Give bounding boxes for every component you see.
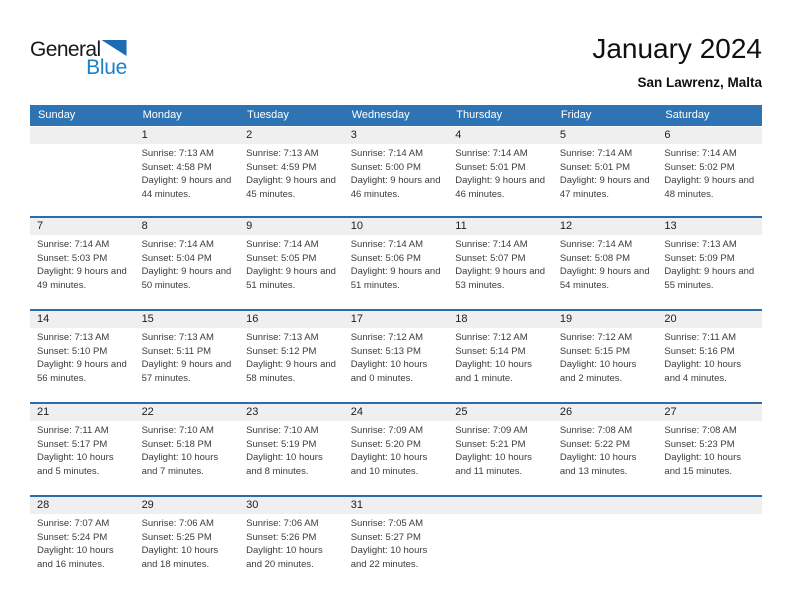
weekday-header-sunday: Sunday xyxy=(38,109,76,121)
sunset-text: Sunset: 5:12 PM xyxy=(246,345,317,357)
week-row xyxy=(30,495,762,588)
day-number xyxy=(448,497,553,514)
day-cell-29 xyxy=(135,497,240,588)
daylight-text: Daylight: 10 hours and 10 minutes. xyxy=(350,452,428,477)
day-cell-13 xyxy=(657,218,762,309)
daylight-text: Daylight: 9 hours and 58 minutes. xyxy=(246,359,336,384)
day-details xyxy=(448,144,553,201)
sunset-text: Sunset: 5:10 PM xyxy=(37,345,108,357)
day-number: 30 xyxy=(239,497,344,514)
sunrise-text: Sunrise: 7:13 AM xyxy=(246,148,319,159)
day-number: 16 xyxy=(239,311,344,328)
day-details xyxy=(135,235,240,292)
sunset-text: Sunset: 5:01 PM xyxy=(455,161,526,173)
calendar-weeks xyxy=(30,127,762,588)
sunset-text: Sunset: 5:19 PM xyxy=(246,438,317,450)
sunset-text: Sunset: 5:07 PM xyxy=(455,252,526,264)
sunrise-text: Sunrise: 7:14 AM xyxy=(246,239,319,250)
weekday-header-saturday: Saturday xyxy=(665,109,710,121)
daylight-text: Daylight: 9 hours and 56 minutes. xyxy=(37,359,127,384)
daylight-text: Daylight: 10 hours and 5 minutes. xyxy=(37,452,114,477)
day-number: 10 xyxy=(344,218,449,235)
week-row xyxy=(30,309,762,402)
day-number: 15 xyxy=(135,311,240,328)
day-details xyxy=(344,514,449,571)
sunrise-text: Sunrise: 7:14 AM xyxy=(559,239,633,250)
day-number: 21 xyxy=(30,404,135,421)
general-blue-logo xyxy=(30,39,128,78)
sunset-text: Sunset: 5:02 PM xyxy=(664,161,735,173)
day-number: 5 xyxy=(553,127,658,144)
day-details xyxy=(448,514,553,517)
day-cell-11 xyxy=(448,218,553,309)
day-cell-16 xyxy=(239,311,344,402)
sunset-text: Sunset: 5:16 PM xyxy=(664,345,735,357)
sunrise-text: Sunrise: 7:08 AM xyxy=(664,425,737,436)
sunset-text: Sunset: 5:27 PM xyxy=(350,531,421,543)
daylight-text: Daylight: 10 hours and 0 minutes. xyxy=(350,359,428,384)
day-number: 14 xyxy=(30,311,135,328)
day-cell-1 xyxy=(135,127,240,216)
day-number: 26 xyxy=(553,404,658,421)
weekday-header-wednesday: Wednesday xyxy=(351,109,410,121)
day-number: 19 xyxy=(553,311,658,328)
day-number xyxy=(553,497,658,514)
day-cell-empty xyxy=(657,497,762,588)
daylight-text: Daylight: 9 hours and 57 minutes. xyxy=(141,359,232,384)
day-details xyxy=(553,328,658,385)
sunrise-text: Sunrise: 7:12 AM xyxy=(350,332,424,343)
day-details xyxy=(553,235,658,292)
daylight-text: Daylight: 10 hours and 20 minutes. xyxy=(246,545,323,570)
day-number: 4 xyxy=(448,127,553,144)
weekday-header-friday: Friday xyxy=(560,109,592,121)
sunset-text: Sunset: 5:03 PM xyxy=(37,252,108,264)
day-details xyxy=(553,421,658,478)
day-details xyxy=(553,144,658,201)
day-details xyxy=(448,328,553,385)
logo-text-blue: Blue xyxy=(86,56,127,79)
day-details xyxy=(344,235,449,292)
daylight-text: Daylight: 10 hours and 2 minutes. xyxy=(559,359,637,384)
day-details xyxy=(239,328,344,385)
daylight-text: Daylight: 10 hours and 15 minutes. xyxy=(664,452,741,477)
day-details xyxy=(657,421,762,478)
day-number: 23 xyxy=(239,404,344,421)
day-details xyxy=(30,328,135,385)
sunset-text: Sunset: 5:23 PM xyxy=(664,438,735,450)
sunset-text: Sunset: 5:18 PM xyxy=(141,438,212,450)
day-details xyxy=(239,144,344,201)
day-cell-empty xyxy=(30,127,135,216)
day-cell-empty xyxy=(448,497,553,588)
sunrise-text: Sunrise: 7:13 AM xyxy=(141,148,214,159)
day-details xyxy=(448,421,553,478)
day-details xyxy=(657,235,762,292)
day-number: 13 xyxy=(657,218,762,235)
day-number: 7 xyxy=(30,218,135,235)
day-number: 9 xyxy=(239,218,344,235)
daylight-text: Daylight: 10 hours and 8 minutes. xyxy=(246,452,323,477)
sunrise-text: Sunrise: 7:14 AM xyxy=(350,148,424,159)
sunrise-text: Sunrise: 7:06 AM xyxy=(141,518,214,529)
day-details xyxy=(135,514,240,571)
day-details xyxy=(657,328,762,385)
sunrise-text: Sunrise: 7:12 AM xyxy=(559,332,633,343)
sunset-text: Sunset: 5:13 PM xyxy=(350,345,421,357)
sunrise-text: Sunrise: 7:11 AM xyxy=(37,425,109,436)
page-title: January 2024 xyxy=(592,33,762,64)
day-details xyxy=(30,421,135,478)
day-cell-14 xyxy=(30,311,135,402)
day-cell-22 xyxy=(135,404,240,495)
sunrise-text: Sunrise: 7:12 AM xyxy=(455,332,528,343)
day-number: 25 xyxy=(448,404,553,421)
sunrise-text: Sunrise: 7:05 AM xyxy=(350,518,424,529)
day-cell-4 xyxy=(448,127,553,216)
day-number: 28 xyxy=(30,497,135,514)
day-cell-25 xyxy=(448,404,553,495)
day-number: 12 xyxy=(553,218,658,235)
day-number: 27 xyxy=(657,404,762,421)
sunrise-text: Sunrise: 7:14 AM xyxy=(455,239,528,250)
day-cell-3 xyxy=(344,127,449,216)
day-details xyxy=(344,144,449,201)
day-cell-12 xyxy=(553,218,658,309)
day-number: 17 xyxy=(344,311,449,328)
day-number: 1 xyxy=(135,127,240,144)
day-details xyxy=(135,144,240,201)
daylight-text: Daylight: 10 hours and 4 minutes. xyxy=(664,359,741,384)
sunset-text: Sunset: 4:59 PM xyxy=(246,161,317,173)
daylight-text: Daylight: 9 hours and 51 minutes. xyxy=(246,266,336,291)
sunrise-text: Sunrise: 7:14 AM xyxy=(37,239,110,250)
weekday-header-monday: Monday xyxy=(142,109,182,121)
day-cell-9 xyxy=(239,218,344,309)
sunrise-text: Sunrise: 7:08 AM xyxy=(559,425,633,436)
day-details xyxy=(657,514,762,517)
day-cell-7 xyxy=(30,218,135,309)
sunset-text: Sunset: 5:09 PM xyxy=(664,252,735,264)
sunset-text: Sunset: 5:25 PM xyxy=(141,531,212,543)
daylight-text: Daylight: 10 hours and 7 minutes. xyxy=(141,452,219,477)
sunrise-text: Sunrise: 7:14 AM xyxy=(559,148,633,159)
day-cell-21 xyxy=(30,404,135,495)
sunset-text: Sunset: 5:24 PM xyxy=(37,531,108,543)
sunset-text: Sunset: 5:04 PM xyxy=(141,252,212,264)
weekday-header-thursday: Thursday xyxy=(456,109,503,121)
day-details xyxy=(344,328,449,385)
weekday-header-tuesday: Tuesday xyxy=(247,109,289,121)
daylight-text: Daylight: 9 hours and 46 minutes. xyxy=(455,175,546,200)
day-cell-19 xyxy=(553,311,658,402)
day-cell-24 xyxy=(344,404,449,495)
week-row xyxy=(30,127,762,216)
day-cell-17 xyxy=(344,311,449,402)
day-details xyxy=(135,328,240,385)
sunset-text: Sunset: 5:26 PM xyxy=(246,531,317,543)
daylight-text: Daylight: 9 hours and 49 minutes. xyxy=(37,266,127,291)
daylight-text: Daylight: 9 hours and 55 minutes. xyxy=(664,266,755,291)
sunrise-text: Sunrise: 7:13 AM xyxy=(664,239,737,250)
daylight-text: Daylight: 10 hours and 16 minutes. xyxy=(37,545,114,570)
calendar-table xyxy=(30,105,762,588)
week-row xyxy=(30,216,762,309)
daylight-text: Daylight: 10 hours and 1 minute. xyxy=(455,359,532,384)
daylight-text: Daylight: 10 hours and 18 minutes. xyxy=(141,545,219,570)
day-number: 24 xyxy=(344,404,449,421)
daylight-text: Daylight: 9 hours and 50 minutes. xyxy=(141,266,232,291)
day-details xyxy=(448,235,553,292)
day-details xyxy=(657,144,762,201)
daylight-text: Daylight: 10 hours and 11 minutes. xyxy=(455,452,532,477)
day-cell-28 xyxy=(30,497,135,588)
sunset-text: Sunset: 5:21 PM xyxy=(455,438,526,450)
day-details xyxy=(239,235,344,292)
day-cell-18 xyxy=(448,311,553,402)
day-details xyxy=(553,514,658,517)
sunrise-text: Sunrise: 7:13 AM xyxy=(141,332,214,343)
logo-triangle-icon xyxy=(102,40,127,56)
day-details xyxy=(30,235,135,292)
sunset-text: Sunset: 4:58 PM xyxy=(141,161,212,173)
daylight-text: Daylight: 9 hours and 47 minutes. xyxy=(559,175,650,200)
day-number: 18 xyxy=(448,311,553,328)
sunset-text: Sunset: 5:11 PM xyxy=(141,345,212,357)
day-cell-8 xyxy=(135,218,240,309)
sunrise-text: Sunrise: 7:10 AM xyxy=(141,425,214,436)
sunrise-text: Sunrise: 7:14 AM xyxy=(664,148,737,159)
sunset-text: Sunset: 5:22 PM xyxy=(559,438,631,450)
title-block xyxy=(592,34,762,90)
day-cell-10 xyxy=(344,218,449,309)
day-number: 6 xyxy=(657,127,762,144)
day-cell-empty xyxy=(553,497,658,588)
day-details xyxy=(239,421,344,478)
day-number: 3 xyxy=(344,127,449,144)
sunset-text: Sunset: 5:20 PM xyxy=(350,438,421,450)
sunrise-text: Sunrise: 7:07 AM xyxy=(37,518,110,529)
sunrise-text: Sunrise: 7:09 AM xyxy=(350,425,424,436)
day-number: 20 xyxy=(657,311,762,328)
day-number: 31 xyxy=(344,497,449,514)
sunset-text: Sunset: 5:15 PM xyxy=(559,345,631,357)
day-cell-15 xyxy=(135,311,240,402)
daylight-text: Daylight: 9 hours and 51 minutes. xyxy=(350,266,441,291)
sunrise-text: Sunrise: 7:10 AM xyxy=(246,425,319,436)
sunrise-text: Sunrise: 7:14 AM xyxy=(350,239,424,250)
day-details xyxy=(135,421,240,478)
sunrise-text: Sunrise: 7:13 AM xyxy=(37,332,110,343)
sunset-text: Sunset: 5:14 PM xyxy=(455,345,526,357)
day-details xyxy=(30,144,135,147)
weekday-header-row xyxy=(30,105,762,126)
daylight-text: Daylight: 9 hours and 46 minutes. xyxy=(350,175,441,200)
day-number: 29 xyxy=(135,497,240,514)
week-row xyxy=(30,402,762,495)
sunset-text: Sunset: 5:00 PM xyxy=(350,161,421,173)
day-cell-30 xyxy=(239,497,344,588)
page-subtitle: San Lawrenz, Malta xyxy=(637,74,762,90)
sunset-text: Sunset: 5:05 PM xyxy=(246,252,317,264)
day-details xyxy=(344,421,449,478)
day-cell-5 xyxy=(553,127,658,216)
sunset-text: Sunset: 5:06 PM xyxy=(350,252,421,264)
day-cell-23 xyxy=(239,404,344,495)
sunrise-text: Sunrise: 7:09 AM xyxy=(455,425,528,436)
sunset-text: Sunset: 5:08 PM xyxy=(559,252,631,264)
sunset-text: Sunset: 5:17 PM xyxy=(37,438,108,450)
day-number xyxy=(657,497,762,514)
daylight-text: Daylight: 10 hours and 13 minutes. xyxy=(559,452,637,477)
sunrise-text: Sunrise: 7:14 AM xyxy=(141,239,214,250)
day-cell-26 xyxy=(553,404,658,495)
day-number xyxy=(30,127,135,144)
logo-text-general: General xyxy=(30,38,101,61)
day-cell-27 xyxy=(657,404,762,495)
daylight-text: Daylight: 9 hours and 44 minutes. xyxy=(141,175,232,200)
day-cell-31 xyxy=(344,497,449,588)
sunset-text: Sunset: 5:01 PM xyxy=(559,161,631,173)
day-number: 11 xyxy=(448,218,553,235)
daylight-text: Daylight: 9 hours and 48 minutes. xyxy=(664,175,755,200)
day-cell-6 xyxy=(657,127,762,216)
daylight-text: Daylight: 9 hours and 54 minutes. xyxy=(559,266,650,291)
day-number: 22 xyxy=(135,404,240,421)
day-details xyxy=(239,514,344,571)
day-details xyxy=(30,514,135,571)
day-number: 2 xyxy=(239,127,344,144)
sunrise-text: Sunrise: 7:14 AM xyxy=(455,148,528,159)
daylight-text: Daylight: 9 hours and 53 minutes. xyxy=(455,266,546,291)
daylight-text: Daylight: 9 hours and 45 minutes. xyxy=(246,175,336,200)
day-number: 8 xyxy=(135,218,240,235)
sunrise-text: Sunrise: 7:11 AM xyxy=(664,332,737,343)
daylight-text: Daylight: 10 hours and 22 minutes. xyxy=(350,545,428,570)
day-cell-2 xyxy=(239,127,344,216)
sunrise-text: Sunrise: 7:06 AM xyxy=(246,518,319,529)
sunrise-text: Sunrise: 7:13 AM xyxy=(246,332,319,343)
day-cell-20 xyxy=(657,311,762,402)
